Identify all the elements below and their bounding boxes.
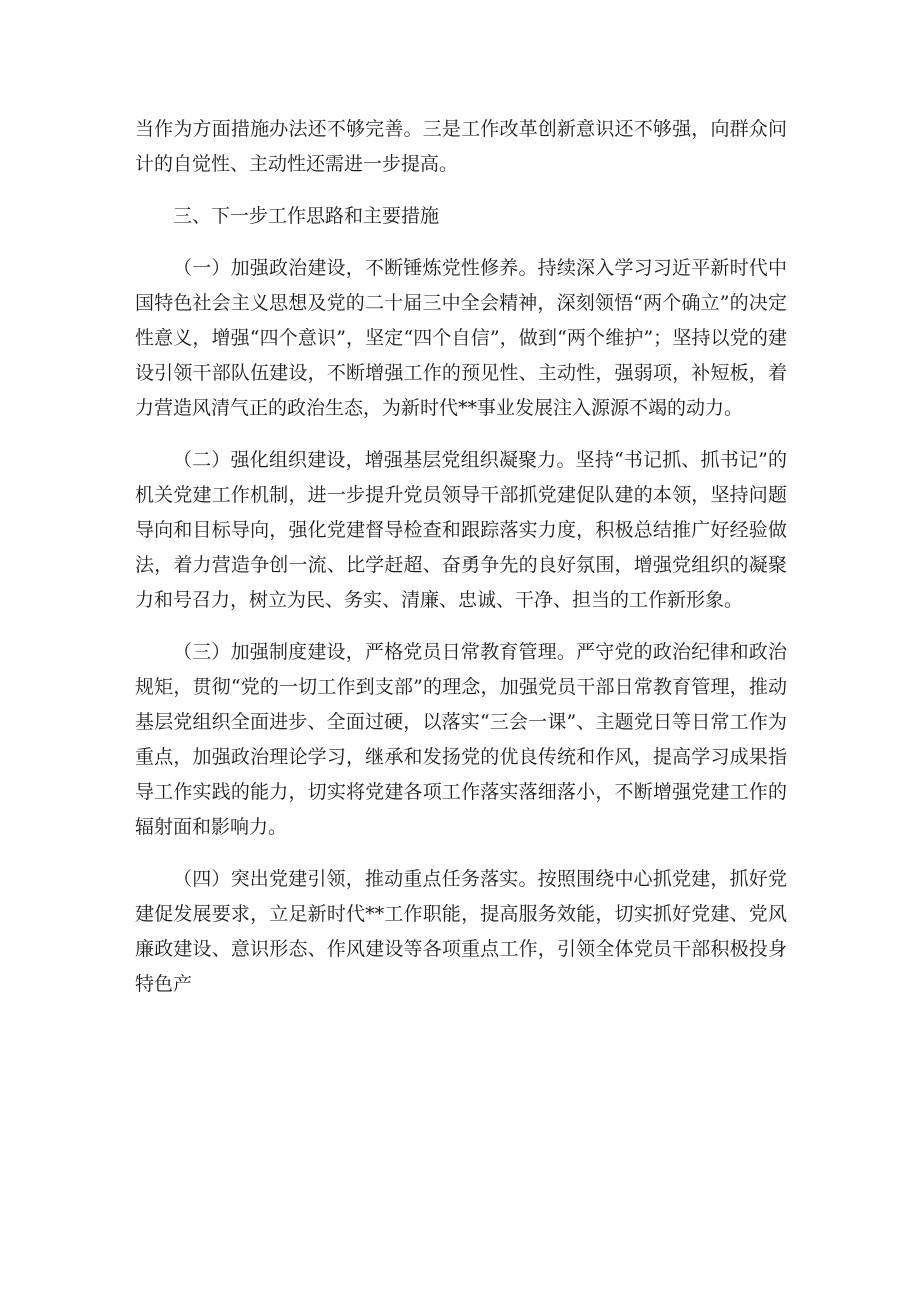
paragraph-continuation: 当作为方面措施办法还不够完善。三是工作改革创新意识还不够强，向群众问计的自觉性、主动性还需进一步提高。 — [135, 118, 787, 175]
paragraph-measure-1: （一）加强政治建设，不断锤炼党性修养。持续深入学习习近平新时代中国特色社会主义思想及党的二十届三中全会精神，深刻领悟“两个确立”的决定性意义，增强“四个意识”，坚定“四个自信”，做到“两个维护”；坚持以党的建设引领干部队伍建设，不断增强工作的预见性、主动性，强弱项，补短板，着力营造风清气正的政治生态，为新时代**事业发展注入源源不竭的动力。 — [135, 257, 787, 419]
paragraph-measure-2: （二）强化组织建设，增强基层党组织凝聚力。坚持“书记抓、抓书记”的机关党建工作机制，进一步提升党员领导干部抓党建促队建的本领，坚持问题导向和目标导向，强化党建督导检查和跟踪落实力度，积极总结推广好经验做法，着力营造争创一流、比学赶超、奋勇争先的良好氛围，增强党组织的凝聚力和号召力，树立为民、务实、清廉、忠诚、干净、担当的工作新形象。 — [135, 449, 787, 611]
section-heading: 三、下一步工作思路和主要措施 — [173, 205, 440, 227]
paragraph-measure-3: （三）加强制度建设，严格党员日常教育管理。严守党的政治纪律和政治规矩，贯彻“党的一切工作到支部”的理念，加强党员干部日常教育管理，推动基层党组织全面进步、全面过硬，以落实“三会一课”、主题党日等日常工作为重点，加强政治理论学习，继承和发扬党的优良传统和作风，提高学习成果指导工作实践的能力，切实将党建各项工作落实落细落小，不断增强党建工作的辐射面和影响力。 — [135, 641, 787, 838]
paragraph-measure-4: （四）突出党建引领，推动重点任务落实。按照围绕中心抓党建，抓好党建促发展要求，立足新时代**工作职能，提高服务效能，切实抓好党建、党风廉政建设、意识形态、作风建设等各项重点工作，引领全体党员干部积极投身特色产 — [135, 868, 787, 995]
document-body — [135, 112, 787, 1019]
